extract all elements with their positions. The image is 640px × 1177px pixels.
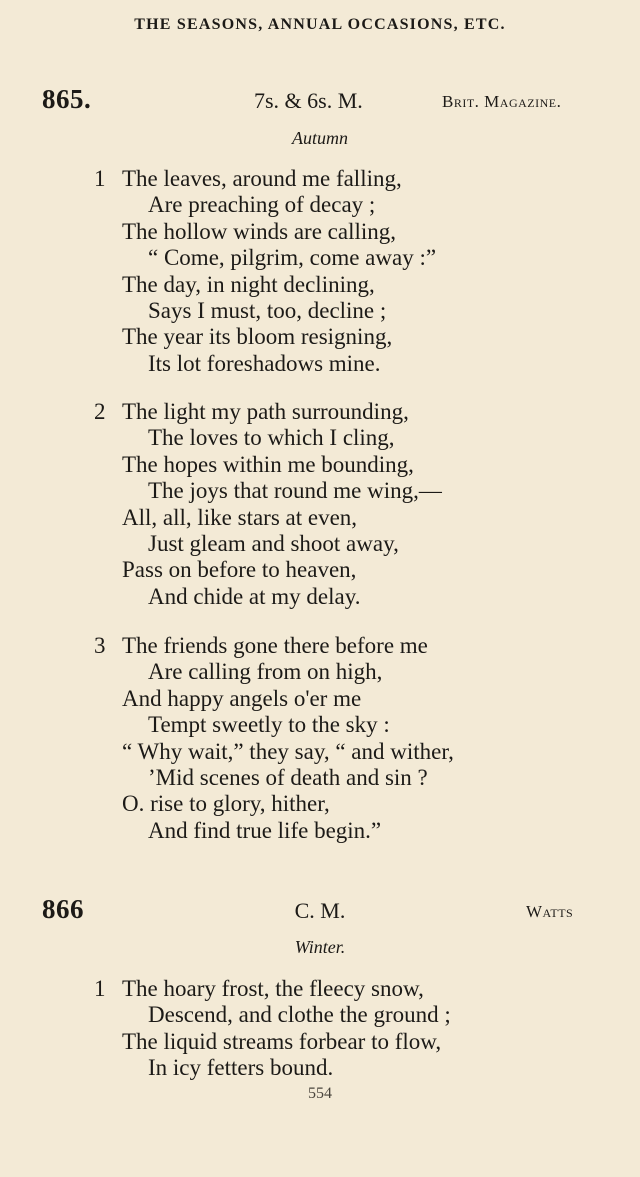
verse-line: And find true life begin.” <box>148 817 382 843</box>
hymn-title: Winter. <box>294 937 346 957</box>
page-number: 554 <box>308 1085 332 1102</box>
hymn-author: Brit. Magazine. <box>442 92 562 111</box>
stanza-2 <box>0 399 640 610</box>
verse-line: Says I must, too, decline ; <box>148 297 387 323</box>
verse-line: ’Mid scenes of death and sin ? <box>148 764 428 790</box>
verse-line: Are preaching of decay ; <box>148 192 376 218</box>
verse-line: “ Why wait,” they say, “ and wither, <box>122 738 454 764</box>
verse-line: The hopes within me bounding, <box>122 451 414 477</box>
verse-line: “ Come, pilgrim, come away :” <box>148 245 437 271</box>
stanza-1 <box>0 976 640 1082</box>
verse-line: In icy fetters bound. <box>148 1055 334 1081</box>
verse-line: 1 The hoary frost, the fleecy snow, <box>94 976 424 1001</box>
hymn-number: 865. <box>42 84 92 114</box>
verse-line: Tempt sweetly to the sky : <box>148 712 390 738</box>
verse-line: Pass on before to heaven, <box>122 557 357 583</box>
stanza-1 <box>0 166 640 377</box>
verse-line: The joys that round me wing,— <box>148 478 442 504</box>
verse-line: The liquid streams forbear to flow, <box>122 1028 442 1054</box>
hymn-number: 866 <box>42 894 84 924</box>
stanza-number: 1 <box>94 166 106 191</box>
stanza-number: 2 <box>94 399 106 424</box>
hymn-meter: C. M. <box>294 898 346 923</box>
verse-line: And happy angels o'er me <box>122 685 362 711</box>
verse-line: Just gleam and shoot away, <box>148 530 399 556</box>
verse-line: The day, in night declining, <box>122 271 375 297</box>
stanza-number: 1 <box>94 976 106 1001</box>
verse-line: 2 The light my path surrounding, <box>94 399 409 424</box>
verse-line: The hollow winds are calling, <box>122 218 397 244</box>
running-head: THE SEASONS, ANNUAL OCCASIONS, ETC. <box>134 16 506 33</box>
verse-line: Are calling from on high, <box>148 659 383 685</box>
hymn-title: Autumn <box>292 128 348 148</box>
verse-line: 1 The leaves, around me falling, <box>94 166 402 191</box>
stanza-3 <box>0 633 640 844</box>
hymn-author: Watts <box>526 902 574 921</box>
verse-line: Descend, and clothe the ground ; <box>148 1002 451 1028</box>
hymn-866-header <box>0 894 640 924</box>
verse-line: All, all, like stars at even, <box>122 504 358 530</box>
stanza-number: 3 <box>94 633 106 658</box>
verse-line: The year its bloom resigning, <box>122 324 393 350</box>
verse-line: O. rise to glory, hither, <box>122 791 330 817</box>
hymn-meter: 7s. & 6s. M. <box>254 88 363 113</box>
verse-line: The loves to which I cling, <box>148 425 395 451</box>
hymn-865-header <box>0 84 640 114</box>
verse-line: 3 The friends gone there before me <box>94 633 428 658</box>
verse-line: And chide at my delay. <box>148 583 361 609</box>
verse-line: Its lot foreshadows mine. <box>148 350 381 376</box>
